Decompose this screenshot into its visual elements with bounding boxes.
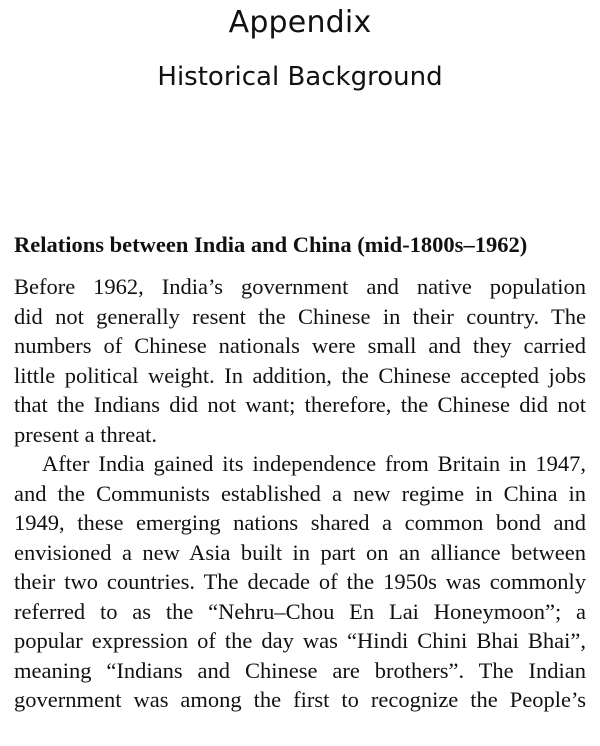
- text-line: Before 1962, India’s government and native population: [14, 274, 586, 299]
- text-line: government was among the first to recognize the People’s: [14, 687, 586, 712]
- text-line: little political weight. In addition, the Chinese accepted jobs: [14, 362, 586, 388]
- text-line: After India gained its independence from Britain in 1947,: [42, 451, 586, 476]
- chapter-subtitle: Historical Background: [157, 62, 443, 92]
- text-line: present a threat.: [14, 421, 158, 447]
- text-line: envisioned a new Asia built in part on an alliance between: [14, 539, 586, 565]
- text-line: and the Communists established a new regime in China in: [14, 480, 586, 506]
- text-line: numbers of Chinese nationals were small and they carried: [14, 333, 586, 358]
- text-line: popular expression of the day was “Hindi Chini Bhai Bhai”,: [14, 628, 586, 653]
- section-heading: Relations between India and China (mid-1800s–1962): [14, 232, 528, 257]
- chapter-title: Appendix: [228, 5, 372, 40]
- paragraph-1: [14, 272, 586, 449]
- paragraph-2: [14, 449, 586, 715]
- text-line: their two countries. The decade of the 1950s was commonly: [14, 569, 586, 594]
- text-line: did not generally resent the Chinese in their country. The: [14, 303, 586, 329]
- text-line: 1949, these emerging nations shared a common bond and: [14, 510, 586, 535]
- text-line: meaning “Indians and Chinese are brothers”. The Indian: [14, 657, 586, 683]
- body-text: [14, 272, 586, 715]
- text-line: that the Indians did not want; therefore, the Chinese did not: [14, 392, 586, 417]
- text-line: referred to as the “Nehru–Chou En Lai Honeymoon”; a: [14, 598, 586, 624]
